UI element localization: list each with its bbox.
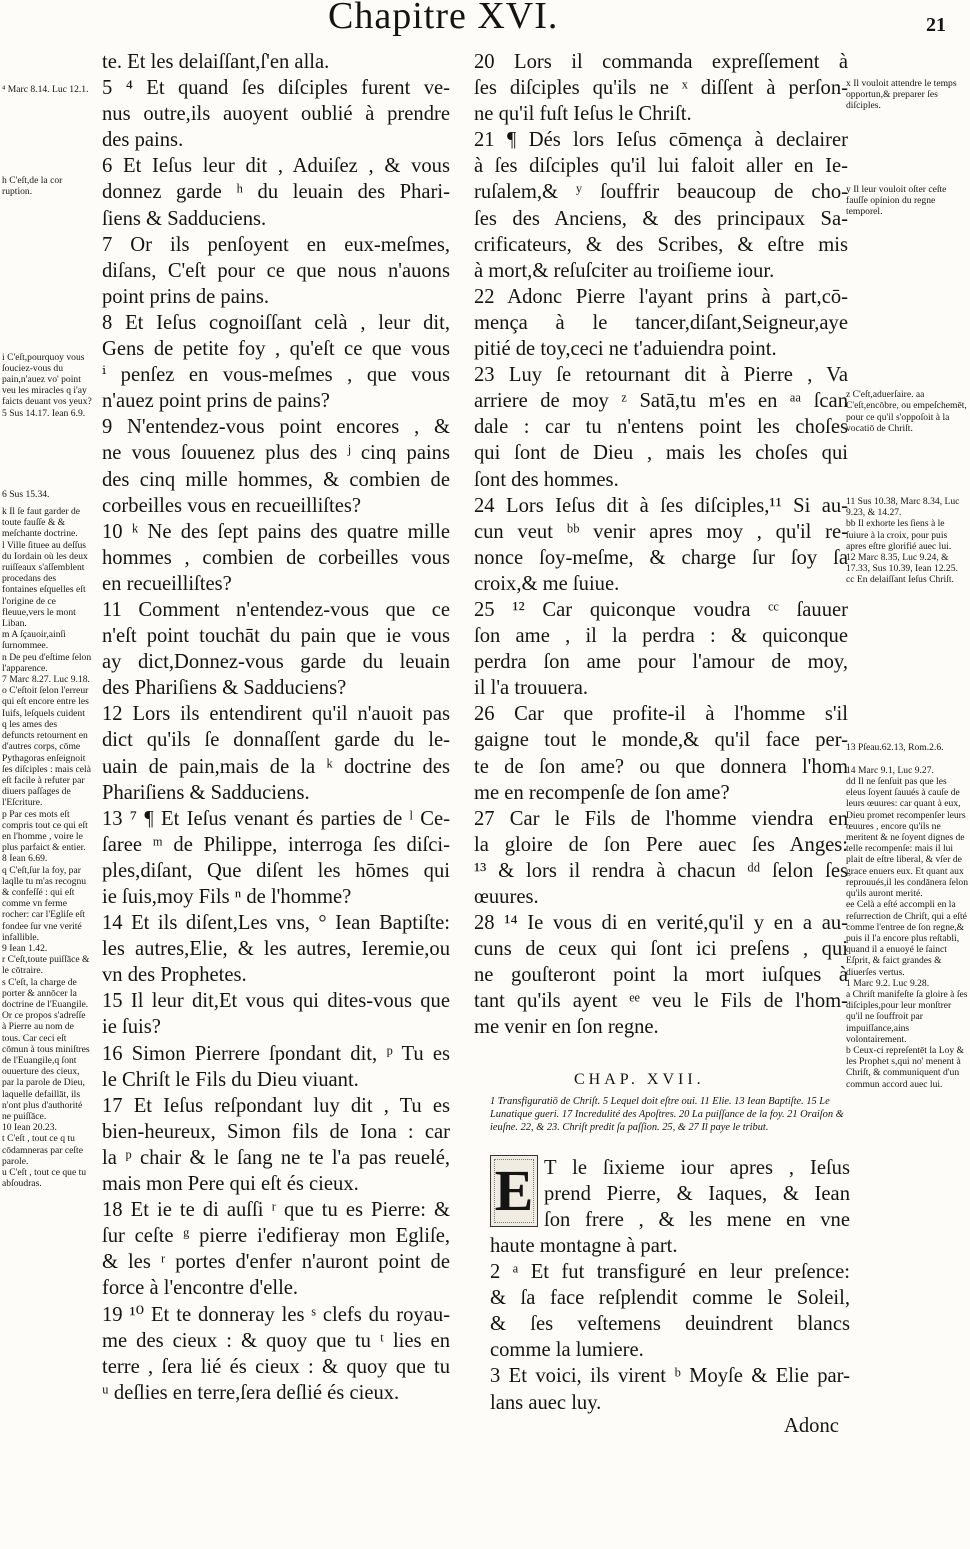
text-line: qui ſont de Dieu , mais les choſes qui [474, 442, 848, 465]
text-line: 25 ¹² Car quiconque voudra ᶜᶜ ſauuer [474, 598, 848, 621]
text-line: Gens de petite foy , qu'eſt ce que vous [102, 338, 450, 361]
text-line: ruſalem,& ʸ ſouffrir beaucoup de cho- [474, 181, 848, 204]
text-line: à mort,& reſuſciter au troiſieme iour. [474, 259, 775, 282]
margin-note: s C'eſt, la charge de porter & annōcer la doctrine de l'Euangile. Or ce propos s'adreſſe à Pierre au nom de tous. Car ceci eſt cōmun à tous miniſtres de l'Euangile,q ſont ouuerture des cieux, par la parole de Dieu, laquelle defaillāt, ils n'ont plus d'authorité ne puiſſāce. [2, 976, 90, 1122]
text-line: T le ſixieme iour apres , Ieſus [544, 1157, 850, 1179]
text-line: 11 Comment n'entendez-vous que ce [102, 598, 450, 621]
text-line: 6 Et Ieſus leur dit , Aduiſez , & vous [102, 155, 450, 178]
margin-note: 9 Iean 1.42. [2, 942, 48, 954]
margin-note: a Chriſt manifeſte ſa gloire à ſes diſciples,pour leur monſtrer qu'il ne ſouffroit par impuiſſance,ains volontairement. [846, 988, 968, 1045]
text-line: il l'a trouuera. [474, 677, 589, 700]
text-line: n'eſt point touchāt du pain que ie vous [102, 625, 450, 648]
margin-note: r C'eſt,toute puiſſāce & le cōtraire. [2, 954, 90, 977]
text-line: me des cieux : & quoy que tu ᵗ lies en [102, 1329, 450, 1352]
drop-cap-initial: E [490, 1155, 538, 1227]
text-line: dale : car tu n'entens point les choſes [474, 416, 848, 439]
text-line: ſon frere , & les mene en vne [544, 1209, 850, 1232]
text-line: bien-heureux, Simon fils de Iona : car [102, 1120, 450, 1143]
text-line: nonce ſoy-meſme, & charge ſur ſoy ſa [474, 546, 848, 569]
text-line: ᵘ deſlies en terre,ſera deſlié és cieux. [102, 1381, 400, 1404]
text-line: & ſa face reſplendit comme le Soleil, [490, 1287, 850, 1310]
text-line: 23 Luy ſe retournant dit à Pierre , Va [474, 364, 848, 387]
margin-note: y Il leur vouloit oſter ceſte fauſſe opinion du regne temporel. [846, 183, 947, 218]
margin-note: 10 Iean 20.23. [2, 1122, 57, 1134]
margin-note: l Ville ſituee au deſſus du Iordain où les deux ruiſſeaux s'aſſemblent procedans des fontaines eſquelles eſt l'origine de ce fleuue,vers le mont Liban. [2, 539, 88, 630]
text-line: ſes diſciples qu'ils ne ˣ diſſent à perſon- [474, 77, 848, 100]
margin-note: p Par ces mots eſt compris tout ce qui eſt en l'homme , voire le plus parfaict & entier. [2, 808, 88, 854]
margin-note: i C'eſt,pourquoy vous ſouciez-vous du pain,n'auez vo' point veu les miracles q i'ay faicts deuant vos yeux? [2, 351, 92, 408]
text-line: 17 Et Ieſus reſpondant luy dit , Tu es [102, 1094, 450, 1117]
margin-note: 6 Sus 15.34. [2, 488, 50, 500]
margin-note: dd Il ne ſenſuit pas que les eleus ſoyent ſauués à cauſe de leurs œuures: car quant à eux, Dieu promet recompenſer leurs œuures , encore qu'ils ne meritent & ne ſoyent dignes de telle recompenſe: mais il lui plait de eſtre liberal, & vſer de grace enuers eux. Et quant aux reprouués,il les condānera ſelon qu'ils auront merité. [846, 776, 969, 900]
margin-note: bb Il exhorte les ſiens à le ſuiure à la croix, pour puis apres eſtre glorifié auec lui. [846, 518, 952, 552]
margin-note: b Ceux-ci repreſentēt la Loy & les Prophet s,qui no' menent à Chriſt, & communiquent d'un commun accord auec lui. [846, 1044, 965, 1090]
text-line: prend Pierre, & Iaques, & Iean [544, 1183, 850, 1206]
text-line: dict qu'ils ſe donnaſſent garde du le- [102, 729, 450, 752]
text-line: perdra ſon ame pour l'amour de moy, [474, 651, 848, 674]
margin-note: o C'eſtoit ſelon l'erreur qui eſt encore entre les Iuifs, leſquels cuident q les ames des defuncts retournent en d'autres corps, cōme Pythagoras enſeignoit ſes diſciples : mais celà eſt facile à refuter par diuers paſſages de l'Eſcriture. [2, 685, 91, 809]
text-line: 14 Et ils diſent,Les vns, ° Iean Baptiſte: [102, 912, 450, 935]
right-margin-notes [846, 78, 968, 1090]
text-line: 16 Simon Pierrere ſpondant dit, ᵖ Tu es [102, 1042, 450, 1065]
text-line: en recueilliſtes? [102, 572, 232, 595]
text-line: mais mon Pere qui eſt és cieux. [102, 1173, 359, 1196]
margin-note: k Il ſe faut garder de toute fauſſe & & meſchante doctrine. [2, 506, 81, 540]
text-line: diſans, C'eſt pour ce que nous n'auons [102, 259, 450, 282]
margin-note: 14 Marc 9.1, Luc 9.27. [846, 764, 934, 776]
text-line: ples,diſant, Que diſent les hōmes qui [102, 859, 450, 882]
text-line: pitié de toy,ceci ne t'aduiendra point. [474, 338, 777, 361]
text-line: comme la lumiere. [490, 1339, 644, 1362]
text-line: ¹³ & lors il rendra à chacun ᵈᵈ ſelon ſes [474, 859, 848, 882]
left-margin-notes [2, 84, 92, 1189]
text-line: 20 Lors il commanda expreſſement à [474, 51, 848, 73]
text-line: 15 Il leur dit,Et vous qui dites-vous que [102, 990, 450, 1013]
margin-note: 7 Marc 8.27. Luc 9.18. [2, 674, 90, 686]
margin-note: 8 Iean 6.69. [2, 853, 48, 865]
text-line: cun veut ᵇᵇ venir apres moy , qu'il re- [474, 520, 848, 543]
margin-note: u C'eſt , tout ce que tu abſoudras. [2, 1167, 87, 1190]
text-line: arriere de moy ᶻ Satā,tu m'es en ᵃᵃ ſcan [474, 390, 848, 413]
catchword: Adonc [784, 1415, 839, 1437]
text-line: le Chriſt le Fils du Dieu viuant. [102, 1068, 359, 1091]
margin-note: t C'eſt , tout ce q tu cōdamneras par ceſte parole. [2, 1133, 83, 1167]
text-line: lans auec luy. [490, 1391, 602, 1414]
margin-note: 1 Marc 9.2. Luc 9.28. [846, 977, 930, 989]
margin-note: cc En delaiſſant Ieſus Chriſt. [846, 574, 954, 586]
text-line: me venir en ſon regne. [474, 1016, 659, 1039]
margin-note: z C'eſt,aduerſaire. aa C'eſt,encōbre, ou empeſchemēt, pour ce qu'il s'oppoſoit à la vocatiō de Chriſt. [846, 389, 967, 434]
text-line: la gloire de ſon Pere auec ſes Anges: [474, 833, 848, 856]
margin-note: 11 Sus 10.38, Marc 8.34, Luc 9.23, & 14.27. [846, 496, 960, 519]
text-line: 3 Et voici, ils virent ᵇ Moyſe & Elie par- [490, 1365, 850, 1388]
text-line: 26 Car que profite-il à l'homme s'il [474, 703, 848, 726]
text-line: nus outre,ils auoyent oublié à prendre [102, 103, 450, 126]
text-line: 18 Et ie te di auſſi ʳ que tu es Pierre: & [102, 1199, 450, 1222]
text-line: & ſes veſtemens deuindrent blancs [490, 1313, 850, 1336]
text-line: des cinq mille hommes, & combien de [102, 468, 450, 491]
chapter-17-opening-lines [544, 1155, 850, 1233]
margin-note: h C'eſt,de la cor ruption. [2, 175, 63, 198]
text-line: des Phariſiens & Sadduciens? [102, 677, 347, 700]
text-line: point prins de pains. [102, 285, 270, 308]
text-line: ay dict,Donnez-vous garde du leuain [102, 651, 450, 674]
text-line: te de ſon ame? ou que donnera l'hom [474, 755, 848, 778]
text-line: tant qu'ils ayent ᵉᵉ veu le Fils de l'hom- [474, 990, 848, 1013]
text-line: ſiens & Sadduciens. [102, 207, 267, 230]
text-line: 27 Car le Fils de l'homme viendra en [474, 807, 848, 830]
text-line: à ſes diſciples qu'il lui faloit aller en Ie- [474, 155, 848, 178]
chapter-17-body [490, 1233, 850, 1416]
text-line: uain de pain,mais de la ᵏ doctrine des [102, 755, 450, 778]
text-line: terre , ſera lié és cieux : & quoy que tu [102, 1355, 450, 1378]
text-line: 19 ¹⁰ Et te donneray les ˢ clefs du royau- [102, 1303, 450, 1326]
margin-note: 5 Sus 14.17. Iean 6.9. [2, 407, 86, 419]
margin-note: ee Celà a eſté accompli en la reſurrection de Chriſt, qui a eſté comme l'entree de ſon regne,& puis il l'a encore plus reſtabli, quand il a enuoyé le ſainct Eſprit, & faict grandes & diuerſes vertus. [846, 899, 967, 978]
text-line: ne vous ſouuenez plus des ʲ cinq pains [102, 442, 450, 465]
left-text-column [102, 49, 450, 1406]
text-line: hommes , combien de corbeilles vous [102, 546, 450, 569]
text-line: ne gouſteront point la mort iuſques à [474, 964, 848, 987]
text-line: 7 Or ils penſoyent en eux-meſmes, [102, 233, 450, 256]
margin-note: m A ſçauoir,ainſi ſurnommee. [2, 629, 66, 652]
text-line: donnez garde ʰ du leuain des Phari- [102, 181, 450, 204]
text-line: la ᵖ chair & le ſang ne te l'a pas reuelé, [102, 1146, 450, 1169]
text-line: 10 ᵏ Ne des ſept pains des quatre mille [102, 520, 450, 543]
text-line: ſont des hommes. [474, 468, 619, 491]
text-line: 13 ⁷ ¶ Et Ieſus venant és parties de ˡ Ce- [102, 807, 450, 830]
page-number: 21 [926, 14, 946, 36]
text-line: force à l'encontre d'elle. [102, 1277, 299, 1300]
text-line: crificateurs, & des Scribes, & eſtre mis [474, 233, 848, 256]
text-line: 28 ¹⁴ Ie vous di en verité,qu'il y en a au- [474, 912, 848, 935]
text-line: croix,& me ſuiue. [474, 572, 620, 595]
text-line: n'auez point prins de pains? [102, 390, 330, 413]
margin-note: 12 Marc 8.35, Luc 9.24, & 17.33, Sus 10.39, Iean 12.25. [846, 552, 958, 575]
text-line: 24 Lors Ieſus dit à ſes diſciples,¹¹ Si au- [474, 494, 848, 517]
text-line: 22 Adonc Pierre l'ayant prins à part,cō- [474, 285, 848, 308]
text-line: œuures. [474, 886, 539, 908]
text-line: haute montagne à part. [490, 1235, 678, 1257]
chapter-17-summary: 1 Transfiguratiō de Chriſt. 5 Lequel doit eſtre oui. 11 Elie. 13 Iean Baptiſte. 15 Le Lunatique gueri. 17 Incredulité des Apoſtres. 20 La puiſſance de la foy. 21 Oraiſon & ieuſne. 22, & 23. Chriſt predit ſa paſſion. 25, & 27 Il paye le tribut. [490, 1096, 844, 1133]
text-line: 9 N'entendez-vous point encores , & [102, 416, 450, 439]
chapter-17-heading: CHAP. XVII. [574, 1071, 705, 1088]
right-text-column [474, 49, 848, 1041]
margin-note: q C'eſt,ſur la foy, par laqlle tu m'as recognu & confeſſé : qui eſt comme vn ferme rocher: car l'Egliſe eſt fondee ſur vne verité infallible. [2, 864, 87, 943]
text-line: ſes des Anciens, & des principaux Sa- [474, 207, 848, 230]
margin-note: n De peu d'eſtime ſelon l'apparence. [2, 651, 92, 674]
text-line: corbeilles vous en recueilliſtes? [102, 494, 362, 517]
text-line: mença à le tancer,diſant,Seigneur,aye [474, 311, 848, 334]
text-line: vn des Prophetes. [102, 964, 247, 987]
page-header-title: Chapitre XVI. [328, 0, 559, 37]
text-line: ſaree ᵐ de Philippe, interroga ſes diſci- [102, 833, 450, 856]
text-line: Phariſiens & Sadduciens. [102, 781, 310, 804]
text-line: ie ſuis? [102, 1016, 161, 1039]
text-line: ſon ame , il la perdra : & quiconque [474, 625, 848, 648]
text-line: ne qu'il fuſt Ieſus le Chriſt. [474, 103, 692, 126]
text-line: les autres,Elie, & les autres, Ieremie,ou [102, 938, 450, 961]
text-line: cuns de ceux qui ſont ici preſens , qui [474, 938, 848, 961]
text-line: te. Et les delaiſſant,ſ'en alla. [102, 51, 330, 73]
text-line: 8 Et Ieſus cognoiſſant celà , leur dit, [102, 311, 450, 334]
text-line: 2 ᵃ Et fut transfiguré en leur preſence: [490, 1261, 850, 1284]
text-line: gaigne tout le monde,& qu'il face per- [474, 729, 848, 752]
margin-note: x Il vouloit attendre le temps opportun,& preparer ſes diſciples. [846, 78, 957, 112]
text-line: me en recompenſe de ſon ame? [474, 781, 730, 804]
text-line: 5 ⁴ Et quand ſes diſciples furent ve- [102, 77, 450, 100]
text-line: & les ʳ portes d'enfer n'auront point de [102, 1251, 450, 1274]
text-line: 21 ¶ Dés lors Ieſus cōmença à declairer [474, 129, 848, 152]
margin-note: 13 Pſeau.62.13, Rom.2.6. [846, 741, 944, 753]
margin-note: ⁴ Marc 8.14. Luc 12.1. [2, 84, 89, 95]
text-line: ie ſuis,moy Fils ⁿ de l'homme? [102, 886, 352, 908]
text-line: ⁱ penſez en vous-meſmes , que vous [102, 364, 450, 387]
text-line: ſur ceſte ᵍ pierre i'edifieray mon Egliſe, [102, 1225, 450, 1248]
text-line: 12 Lors ils entendirent qu'il n'auoit pas [102, 703, 450, 726]
text-line: des pains. [102, 129, 184, 152]
